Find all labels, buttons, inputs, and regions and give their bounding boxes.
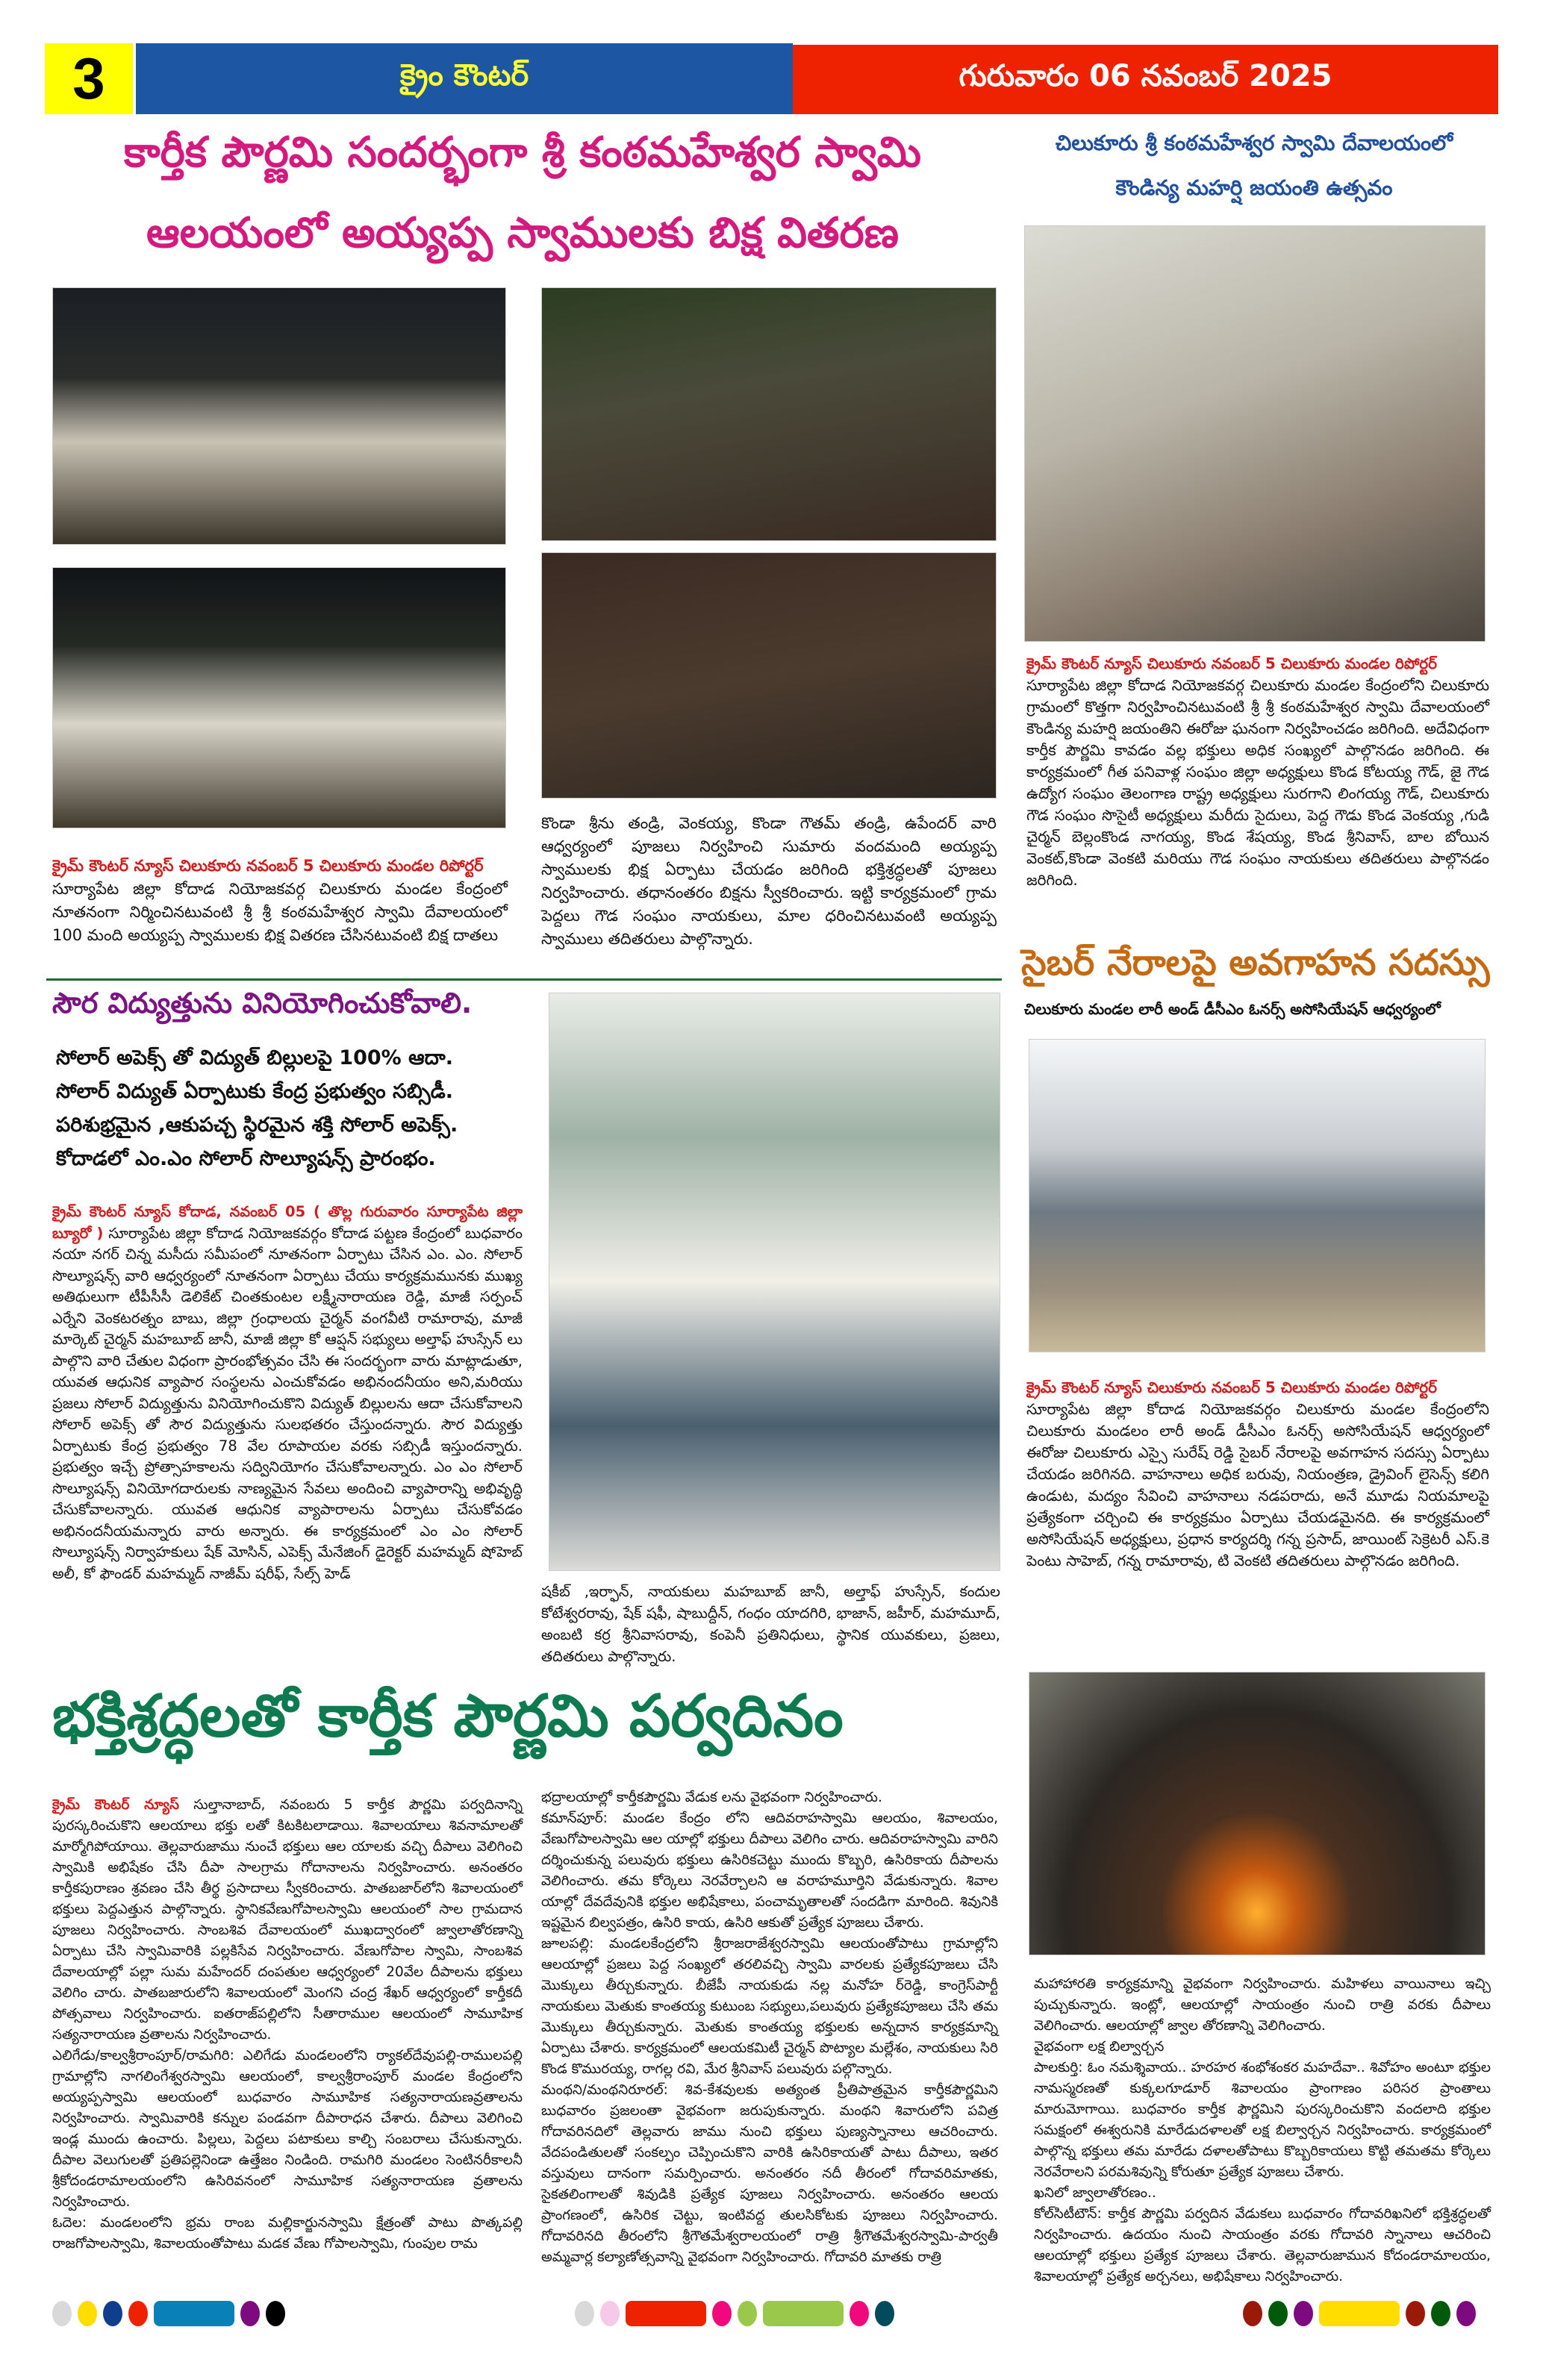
- story3-body-continued: షకీబ్ ,ఇర్ఫాన్, నాయకులు మహబూబ్ జానీ, అల్తాఫ్ హుస్సేన్, కందుల కోటేశ్వరరావు, షేక్ షఫీ, షాబుద్దీన్, గంధం యాదగిరి, భాజాన్, జహీర్, మహమూద్, అంబటి కర్ర శ్రీనివాసరావు, కంపెనీ ప్రతినిధులు, స్థానిక యువకులు, ప్రజలు, తదితరులు పాల్గొన్నారు.: [541, 1583, 1000, 1665]
- color-swatch: [763, 2301, 844, 2326]
- photo-ayyappa-devotees-2: [541, 552, 997, 799]
- color-swatch: [1406, 2301, 1425, 2326]
- color-registration-right: [1243, 2301, 1476, 2326]
- story5-subheading: ఖనిలో జ్వాలాతోరణం..: [1034, 2185, 1156, 2201]
- story2-headline-line1: చిలుకూరు శ్రీ కంఠమహేశ్వర స్వామి దేవాలయంలో: [1055, 131, 1453, 155]
- story1-body-continued: కొండా శ్రీను తండ్రి, వెంకయ్య, కొండా గౌతమ్ తండ్రి, ఉపేందర్ వారి ఆధ్వర్యంలో పూజలు నిర్వహించి సుమారు వందమంది అయ్యప్ప స్వాములకు భిక్ష ఏర్పాటు చేయడం జరిగింది భక్తిశ్రద్ధలతో పూజలు నిర్వహించారు. తధానంతరం బిక్షను స్వీకరించారు. ఇట్టి కార్యక్రమంలో గ్రామ పెద్దలు గౌడ సంఘం నాయకులు, మాల ధరించినటువంటి అయ్యప్ప స్వాములు తదితరులు పాల్గొన్నారు.: [541, 814, 997, 948]
- color-swatch: [78, 2301, 97, 2326]
- story1-text: [52, 855, 508, 947]
- story5-paragraph: కమాన్‌పూర్: మండల కేంద్రం లోని ఆదివరాహస్వామి ఆలయం, శివాలయం, వేణుగోపాలస్వామి ఆల యాల్లో భక్తులు దీపాలు వెలిగిం చారు. ఆదివరాహస్వామి వారిని దర్శించుకున్న పలువురు భక్తులు ఉసిరికచెట్టు ముందు కొబ్బరి, ఉసిరికాయ దీపాలను వెలిగించారు. తమ కోర్కెలు నెరవేర్చాలని ఆ వరాహమూర్తిని వేడుకున్నారు. శివాల యాల్లో దేవదేవునికి భక్తుల అభిషేకాలు, పంచామృతాలతో సందడిగా మారింది. శివునికి ఇష్టమైన బిల్వపత్రం, ఉసిరి కాయ, ఉసిరి ఆకుతో ప్రత్యేక పూజలు చేశారు.: [541, 1811, 998, 1931]
- color-swatch: [128, 2301, 148, 2326]
- photo-cyber-awareness-meeting: [1029, 1039, 1486, 1352]
- story3-dateline: క్రైమ్ కౌంటర్ న్యూస్ కోదాడ, నవంబర్ 05 ( తొల్ల గురువారం సూర్యాపేట జిల్లా బ్యూరో ): [52, 1203, 523, 1242]
- story2-headline-line2: కౌండిన్య మహర్షి జయంతి ఉత్సవం: [1115, 175, 1393, 200]
- story3-subhead: కోదాడలో ఎం.ఎం సోలార్ సొల్యూషన్స్ ప్రారంభం.: [56, 1147, 436, 1170]
- color-swatch: [1319, 2301, 1400, 2326]
- color-swatch: [575, 2301, 594, 2326]
- photo-ayyappa-devotees-1: [541, 287, 997, 541]
- story4-text: [1026, 1377, 1489, 1572]
- color-swatch: [52, 2301, 72, 2326]
- story5-headline: భక్తిశ్రద్ధలతో కార్తీక పౌర్ణమి పర్వదినం: [52, 1683, 844, 1750]
- story2-dateline: క్రైమ్ కౌంటర్ న్యూస్ చిలుకూరు నవంబర్ 5 చిలుకూరు మండల రిపోర్టర్: [1026, 655, 1437, 672]
- story3-headline: సౌర విద్యుత్తును వినియోగించుకోవాలి.: [52, 987, 473, 1019]
- color-registration-middle: [575, 2301, 894, 2326]
- story4-subhead: చిలుకూరు మండల లారీ అండ్ డీసీఎం ఓనర్స్ అసోసియేషన్ ఆధ్వర్యంలో: [1024, 1000, 1441, 1018]
- story1-body: సూర్యాపేట జిల్లా కోదాడ నియోజకవర్గ చిలుకూరు మండల కేంద్రంలో నూతనంగా నిర్మించినటువంటి శ్రీ శ్రీ కంఠమహేశ్వర స్వామి దేవాలయంలో 100 మంది అయ్యప్ప స్వాములకు భిక్ష వితరణ చేసినటువంటి బిక్ష దాతలు: [52, 880, 508, 944]
- color-swatch: [1268, 2301, 1288, 2326]
- paper-name: క్రైం కౌంటర్: [136, 43, 793, 114]
- story4-dateline: క్రైమ్ కౌంటర్ న్యూస్ చిలుకూరు నవంబర్ 5 చిలుకూరు మండల రిపోర్టర్: [1026, 1378, 1437, 1396]
- story2-text: [1026, 653, 1489, 891]
- photo-temple-gathering-2: [52, 567, 506, 828]
- color-swatch: [850, 2301, 869, 2326]
- story3-body: సూర్యాపేట జిల్లా కోదాడ నియోజకవర్గం కోదాడ పట్టణ కేంద్రంలో బుధవారం నయా నగర్ చిన్న మసీదు సమీపంలో నూతనంగా ఏర్పాటు చేసిన ఎం. ఎం. సోలార్ సొల్యూషన్స్ వారి ఆధ్వర్యంలో నూతనంగా ఏర్పాటు చేయు కార్యక్రమమునకు ముఖ్య అతిథులుగా టీపీసీసీ డెలికేట్ చింతకుంటల లక్ష్మీనారాయణ రెడ్డి, మాజీ సర్పంచ్ ఎర్నేని వెంకటరత్నం బాబు, జిల్లా గ్రంధాలయ చైర్మన్ వంగవీటి రామారావు, మాజీ మార్కెట్ చైర్మన్ మహబూబ్ జానీ, మాజీ జిల్లా కో ఆప్షన్ సభ్యులు అల్తాఫ్ హుస్సేన్ లు పాల్గొని వారి చేతుల విధంగా ప్రారంభోత్సవం చేసి ఈ సందర్భంగా వారు మాట్లాడుతూ, యువత ఆధునిక వ్యాపార సంస్థలను ఎంచుకోవడం అభినందనీయం అని,మరియు ప్రజలు సోలార్ విద్యుత్తును వినియోగించుకొని విద్యుత్ బిల్లులను ఆదా చేసుకోవాలని సోలార్ అపెక్స్ తో సౌర విద్యుత్తును సులభతరం చేస్తుందన్నారు. సౌర విద్యుత్తు ఏర్పాటుకు కేంద్ర ప్రభుత్వం 78 వేల రూపాయల వరకు సబ్సిడీ ఇస్తుందన్నారు. ప్రభుత్వం ఇచ్చే ప్రోత్సాహకాలను సద్వినియోగం చేసుకోవాలన్నారు. ఎం ఎం సోలార్ సొల్యూషన్స్ వినియోగదారులకు నాణ్యమైన సేవలు అందించి వ్యాపారాన్ని అభివృద్ధి చేసుకోవాలన్నారు. యువత ఆధునిక వ్యాపారాలను ఏర్పాటు చేసుకోవడం అభినందనీయమన్నారు వారు అన్నారు. ఈ కార్యక్రమంలో ఎం ఎం సోలార్ సొల్యూషన్స్ నిర్వాహకులు షేక్ మోసిన్, ఎపెక్స్ మేనేజింగ్ డైరెక్టర్ మహమ్మద్ షోహెబ్ అలీ, కో ఫౌండర్ మహమ్మద్ నాజీమ్ షరీఫ్, సేల్స్ హెడ్: [52, 1224, 523, 1582]
- story5-dateline: క్రైమ్ కౌంటర్ న్యూస్: [52, 1797, 179, 1813]
- color-swatch: [1431, 2301, 1450, 2326]
- color-swatch: [1243, 2301, 1262, 2326]
- story3-subhead: సోలార్ అపెక్స్ తో విద్యుత్ బిల్లులపై 100% ఆదా.: [56, 1046, 453, 1069]
- story5-paragraph: కోల్‌సిటీటౌన్: కార్తీక పౌర్ణమి పర్వదిన వేడుకలు బుధవారం గోదావరిఖనిలో భక్తిశ్రద్ధలతో నిర్వహించారు. ఉదయం నుంచి సాయంత్రం వరకు గోదావరి స్నానాలు ఆచరించి ఆలయాల్లో భక్తులు ప్రత్యేక పూజలు చేశారు. తెల్లవారుజామున కోదండరామాలయం, శివాలయాల్లో ప్రత్యేక అర్చనలు, అభిషేకాలు నిర్వహించారు.: [1034, 2206, 1491, 2284]
- story3-text: [52, 1202, 523, 1584]
- story5-paragraph: మంథని/మంథనిరూరల్: శివ-కేశవులకు అత్యంత ప్రీతిపాత్రమైన కార్తీకపౌర్ణమిని బుధవారం ప్రజలంతా వైభవంగా జరుపుకున్నారు. మంథని శివారులోని పవిత్ర గోదావరినదిలో తెల్లవారు జాము నుంచి భక్తులు పుణ్యస్నానాలు ఆచరించారు. వేదపండితులతో సంకల్పం చెప్పించుకొని వారికి ఉసిరికాయతో పాటు దీపాలు, ఇతర వస్తువులు దానంగా సమర్పించారు. అనంతరం నదీ తీరంలో గోదావరిమాతకు, సైకతలింగాలతో శివుడికి ప్రత్యేక పూజలు నిర్వహించారు. అనంతరం ఆలయ ప్రాంగణంలో, ఉసిరిక చెట్టు, ఇంటివద్ద తులసికోటకు పూజలు నిర్వహించారు. గోదావరినది తీరంలోని శ్రీగౌతమేశ్వరాలయంలో రాత్రి శ్రీగౌతమేశ్వరస్వామి-పార్వతీ అమ్మవార్ల కల్యాణోత్సవాన్ని వైభవంగా నిర్వహించారు. గోదావరి మాతకు రాత్రి: [541, 2082, 998, 2265]
- story5-paragraph: మహాహారతి కార్యక్రమాన్ని వైభవంగా నిర్వహించారు. మహిళలు వాయినాలు ఇచ్చి పుచ్చుకున్నారు. ఇంట్లో, ఆలయాల్లో సాయంత్రం నుంచి రాత్రి వరకు దీపాలు వెలిగించారు. ఆలయాల్లో జ్వాల తోరణాన్ని వెలిగించారు.: [1034, 1976, 1491, 2034]
- photo-temple-gathering-1: [52, 287, 506, 545]
- story5-column-2: [541, 1787, 998, 2268]
- photo-karthika-deepam: [1029, 1672, 1486, 1955]
- color-swatch: [875, 2301, 894, 2326]
- photo-solar-inauguration: [549, 993, 1000, 1571]
- story1-headline-line1: కార్తీక పౌర్ణమి సందర్భంగా శ్రీ కంఠమహేశ్వర స్వామి: [124, 128, 921, 177]
- story4-headline: సైబర్ నేరాలపై అవగాహన సదస్సు: [1021, 942, 1490, 984]
- story5-subheading: వైభవంగా లక్ష బిల్వార్చన: [1034, 2039, 1165, 2055]
- story5-paragraph: ఎలిగేడు/కాల్వశ్రీరాంపూర్/రామగిరి: ఎలిగేడు మండలంలోని ర్యాకల్‌దేవుపల్లి-రాములపల్లి గ్రామాల్లోని నాగలింగేశ్వరస్వామి ఆలయంలో, కాల్వశ్రీరాంపూర్ మండల కేంద్రంలోని అయ్యప్పస్వామి ఆలయంలో బుధవారం సామూహిక సత్యనారాయణవ్రతాలను నిర్వహించారు. స్వామివారికి కన్నుల పండవగా దీపారాధన చేశారు. దీపాలు వెలిగించి ఇండ్ల ముందు ఉంచారు. పిల్లలు, పెద్దలు పటాకులు కాల్చి సంబరాలు చేసుకున్నారు. దీపాల వెలుగులతో ప్రతిపల్లెనిండా ఉత్తేజం నిండింది. రామగిరి మండలం సెంటినరీకాలనీ శ్రీకోదండరామాలయంలోని ఉసిరివనంలో సామూహిక సత్యనారాయణ వ్రతాలను నిర్వహించారు.: [52, 2048, 523, 2210]
- story1-headline-line2: ఆలయంలో అయ్యప్ప స్వాములకు బిక్ష వితరణ: [146, 209, 899, 257]
- color-swatch: [712, 2301, 732, 2326]
- story3-subhead: సోలార్ విద్యుత్ ఏర్పాటుకు కేంద్ర ప్రభుత్వం సబ్సిడీ.: [56, 1080, 453, 1103]
- color-swatch: [600, 2301, 620, 2326]
- color-swatch: [103, 2301, 122, 2326]
- section-divider: [46, 978, 1002, 981]
- story3-subhead: పరిశుభ్రమైన ,ఆకుపచ్చ స్థిరమైన శక్తి సోలార్ అపెక్స్.: [56, 1114, 458, 1137]
- story5-paragraph: ఓదెల: మండలంలోని భ్రమ రాంబ మల్లికార్జునస్వామి క్షేత్రంతో పాటు పొత్కపల్లి రాజగోపాలస్వామి, శివాలయంతోపాటు మడక వేణు గోపాలస్వామి, గుంపుల రామ: [52, 2215, 523, 2252]
- story5-paragraph: సుల్తానాబాద్, నవంబరు 5 కార్తీక పౌర్ణమి పర్వదినాన్ని పురస్కరించుకొని ఆలయాలు భక్తు లతో కిటకిటలాడాయి. శివాలయాలు శివనామాలతో మార్మోగిపోయాయి. తెల్లవారుజాము నుంచే భక్తులు ఆల యాలకు వచ్చి దీపాలు వెలిగించి స్వామికి అభిషేకం చేసి దీపా సాలగ్రామ గోదానాలను నిర్వహించారు. అనంతరం కార్తీకపురాణం శ్రవణం చేసి తీర్థ ప్రసాదాలు స్వీకరించారు. పాతబజార్‌లోని శివాలయంలో భక్తులు పెద్దఎత్తున పాల్గొన్నారు. స్థానికవేణుగోపాలస్వామి ఆలయంలో సాల గ్రామదాన పూజలు నిర్వహించారు. సాంబశివ దేవాలయంలో ముఖద్వారంలో జ్వాలాతోరణాన్ని ఏర్పాటు చేసి స్వామివారికి పల్లకిసేవ నిర్వహించారు. వేణుగోపాల స్వామి, సాంబశివ దేవాలయాల్లో పల్లా సుమ మహేందర్ దంపతుల ఆధ్వర్యంలో 20వేల దీపాలను భక్తులు వెలిగిం చారు. పాతబజారులోని శివాలయంలో మెంగని చంద్ర శేఖర్ ఆధ్వర్యంలో కార్తీకదీ పోత్సవాలు నిర్వహించారు. ఐతరాజ్‌పల్లిలోని సీతారాముల ఆలయంలో సామూహిక సత్యనారాయణ వ్రతాలను నిర్వహించారు.: [52, 1797, 523, 2043]
- color-swatch: [738, 2301, 757, 2326]
- color-swatch: [626, 2301, 706, 2326]
- story5-column-3: [1034, 1974, 1491, 2287]
- story3-subheads: [56, 1041, 519, 1175]
- issue-date: గురువారం 06 నవంబర్ 2025: [793, 45, 1498, 114]
- story1-dateline: క్రైమ్ కౌంటర్ న్యూస్ చిలుకూరు నవంబర్ 5 చిలుకూరు మండల రిపోర్టర్: [52, 857, 484, 875]
- photo-temple-jayanti: [1024, 225, 1486, 642]
- color-swatch: [1456, 2301, 1476, 2326]
- page-number: 3: [45, 43, 133, 114]
- color-swatch: [1294, 2301, 1313, 2326]
- story2-body: సూర్యాపేట జిల్లా కోదాడ నియోజకవర్గ చిలుకూరు మండల కేంద్రంలోని చిలుకూరు గ్రామంలో కొత్తగా నిర్వహించినటువంటి శ్రీ శ్రీ కంఠమహేశ్వర స్వామి దేవాలయంలో కౌండిన్య మహర్షి జయంతిని ఈరోజు ఘనంగా నిర్వహించడం జరిగింది. అదేవిధంగా కార్తీక పౌర్ణమి కావడం వల్ల భక్తులు అధిక సంఖ్యలో పాల్గొనడం జరిగింది. ఈ కార్యక్రమంలో గీత పనివాళ్ల సంఘం జిల్లా అధ్యక్షులు కొండ కోటయ్య గౌడ్, జై గౌడ ఉద్యోగ సంఘం తెలంగాణ రాష్ట్ర అధ్యక్షులు సురగాని లింగయ్య గౌడ్, చిలుకూరు గౌడ సంఘం సొసైటీ అధ్యక్షులు మరీదు సైదులు, పెద్ద గౌడు కొండ వెంకయ్య ,గుడి చైర్మన్ బెల్లంకొండ నాగయ్య, కొండ శేషయ్య, కొండ శ్రీనివాస్, బాల బోయిన వెంకట్,కొండా వెంకటి మరియు గౌడ సంఘం నాయకులు తదితరులు పాల్గొనడం జరిగింది.: [1026, 676, 1489, 889]
- story5-column-1: [52, 1795, 523, 2255]
- story5-paragraph: పాలకుర్తి: ఓం నమశ్శివాయ.. హరహర శంభోశంకర మహదేవా.. శివోహం అంటూ భక్తుల నామస్మరణతో కుక్కలగూడూర్ శివాలయం ప్రాంగాణం పరిసర ప్రాంతాలు మారుమోగాయి. బుధవారం కార్తీక ఫౌర్ణమిని పురస్కరించుకొని వందలాది భక్తుల సమక్షంలో ఈశ్వరునికి మారేడుదళాలతో లక్ష బిల్వార్చన నిర్వహించారు. కార్యక్రమంలో పాల్గొన్న భక్తులు తమ మారేడు దళాలతోపాటు కొబ్బరికాయలు కొట్టి తమతమ కోర్కెలు నెరవేరాలని పరమశివున్ని కోరుతూ ప్రత్యేక పూజలు చేశారు.: [1034, 2060, 1491, 2180]
- color-swatch: [240, 2301, 260, 2326]
- story4-body: సూర్యాపేట జిల్లా కోదాడ నియోజకవర్గం చిలుకూరు మండల కేంద్రంలోని చిలుకూరు మండలం లారీ అండ్ డీసీఎం ఓనర్స్ అసోసియేషన్ ఆధ్వర్యంలో ఈరోజు చిలుకూరు ఎస్సై సురేష్ రెడ్డి సైబర్ నేరాలపై అవగాహన సదస్సు ఏర్పాటు చేయడం జరిగినది. వాహనాలు అధిక బరువు, నియంత్రణ, డ్రైవింగ్ లైసెన్స్ కలిగి ఉండుట, మద్యం సేవించి వాహనాలు నడపరాదు, అనే మూడు నియమాలపై ప్రత్యేకంగా చర్చించి ఈ కార్యక్రమం ఏర్పాటు చేయడమైనది. ఈ కార్యక్రమంలో అసోసియేషన్ అధ్యక్షులు, ప్రధాన కార్యదర్శి గన్న ప్రసాద్, జాయింట్ సెక్రెటరీ ఎస్.కె పెంటు సాహెబ్, గన్న రామారావు, టి వెంకటి తదితరులు పాల్గొనడం జరిగింది.: [1026, 1400, 1489, 1570]
- color-swatch: [266, 2301, 285, 2326]
- color-registration-left: [52, 2301, 285, 2326]
- story5-paragraph: భద్రాలయాల్లో కార్తీకపౌర్ణమి వేడుక లను వైభవంగా నిర్వహించారు.: [541, 1790, 882, 1805]
- story5-paragraph: జూలపల్లి: మండలకేంద్రలోని శ్రీరాజరాజేశ్వరస్వామి ఆలయంతోపాటు గ్రామాల్లోని ఆలయాల్లో ప్రజలు పెద్ద సంఖ్యలో తరలివచ్చి స్వామి వారలకు ప్రత్యేకపూజలు చేసి మొక్కులు తీర్చుకున్నారు. బీజేపీ నాయకుడు నల్ల మనోహ ర్‌రెడ్డి, కాంగ్రెస్‌పార్టీ నాయకులు మెతుకు కాంతయ్య కుటుంబ సభ్యులు,పలువురు ప్రత్యేకపూజలు చేసి తమ మొక్కులు తీర్చుకున్నారు. మెతుకు కాంతయ్య భక్తులకు అన్నదాన కార్యక్రమాన్ని ఏర్పాటు చేశారు. కార్యక్రమంలో ఆలయకమిటీ చైర్మన్ పొట్యాల మల్లేశం, నాయకులు సిరి కొండ కొమురయ్య, రాగల్ల రవి, మేర శ్రీనివాస్ పలువురు పల్గొన్నారు.: [541, 1936, 998, 2077]
- color-swatch: [154, 2301, 234, 2326]
